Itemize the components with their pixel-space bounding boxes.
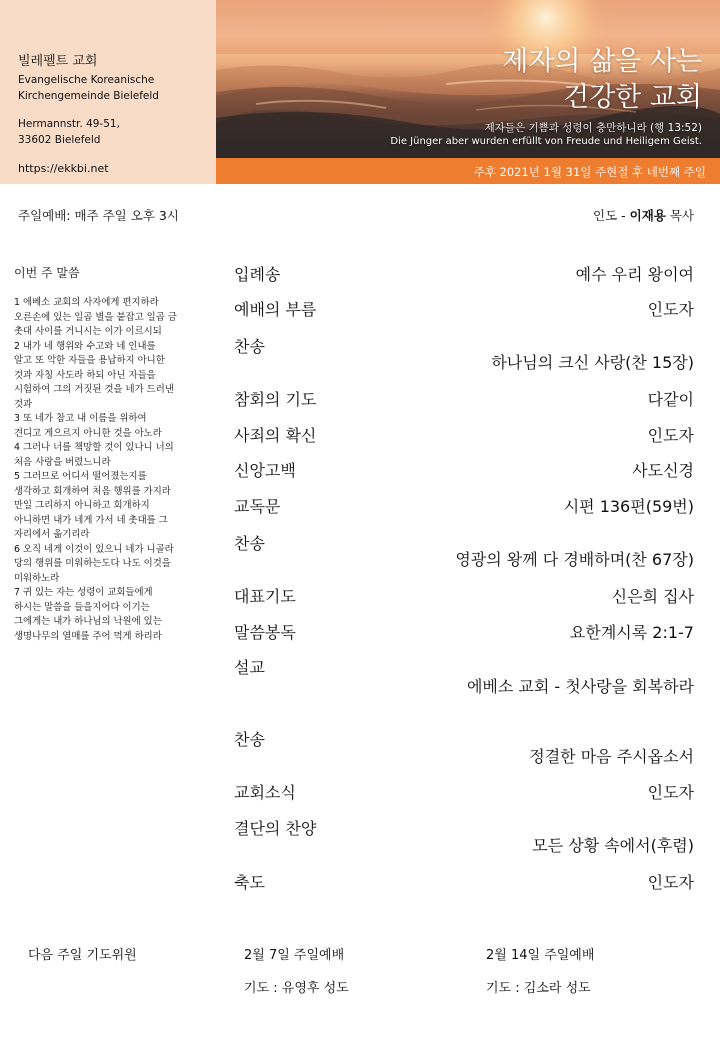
order-item-value: 예수 우리 왕이여	[575, 265, 694, 284]
order-item-value: 인도자	[647, 873, 694, 892]
sunset-sea-banner	[216, 0, 720, 158]
next-week-prayer-1: 기도 : 유영후 성도	[244, 981, 349, 996]
order-item-value: 하나님의 크신 사랑(찬 15장)	[491, 353, 694, 372]
order-item-label: 찬송	[234, 730, 265, 749]
order-item-value: 요한계시록 2:1-7	[569, 623, 694, 642]
order-item-label: 찬송	[234, 534, 265, 553]
leader-name: 이재용	[629, 208, 666, 223]
theme-verse-german: Die Jünger aber wurden erfüllt von Freude und Heiligem Geist.	[390, 136, 702, 147]
order-item-label: 신앙고백	[234, 461, 296, 480]
scripture-line: 것과 자칭 사도라 하되 아닌 자들을	[14, 369, 156, 381]
church-info-panel	[0, 0, 216, 184]
address-line1: Hermannstr. 49-51,	[18, 118, 120, 130]
scripture-line: 만일 그리하지 아니하고 회개하지	[14, 500, 150, 511]
order-item-value: 영광의 왕께 다 경배하며(찬 67장)	[455, 550, 694, 569]
service-date-bar	[216, 158, 720, 184]
scripture-line: 하시는 말씀을 들을지어다 이기는	[14, 601, 150, 613]
weekly-scripture-text	[14, 296, 212, 644]
order-item-label: 찬송	[234, 337, 265, 356]
leader-title: 목사	[665, 208, 694, 223]
church-theme-line2: 건강한 교회	[563, 82, 702, 113]
scripture-line: 생명나무의 열매를 주어 먹게 하리라	[14, 630, 162, 642]
scripture-line: 5 그러므로 어디서 떨어졌는지를	[14, 471, 147, 482]
scripture-line: 미워하노라	[14, 572, 60, 584]
scripture-line: 4 그러나 너를 책망할 것이 있나니 너의	[14, 442, 174, 453]
church-theme	[502, 44, 702, 116]
order-item-value: 에베소 교회 - 첫사랑을 회복하라	[466, 677, 694, 696]
address-line2: 33602 Bielefeld	[18, 134, 101, 146]
order-item-label: 교독문	[234, 497, 281, 516]
service-date: 주후 2021년 1월 31일 주현절 후 네번째 주일	[473, 165, 706, 179]
church-website-link[interactable]: https://ekkbi.net	[18, 162, 109, 175]
next-week-prayer-2: 기도 : 김소라 성도	[486, 981, 591, 996]
order-item-value: 시편 136편(59번)	[563, 497, 694, 516]
scripture-line: 7 귀 있는 자는 성령이 교회들에게	[14, 587, 153, 598]
scripture-line: 그에게는 내가 하나님의 낙원에 있는	[14, 616, 162, 627]
scripture-line: 알고 또 악한 자들을 용납하지 아니한	[14, 355, 165, 366]
scripture-line: 처음 사랑을 버렸느니라	[14, 456, 111, 468]
order-item-label: 참회의 기도	[234, 390, 317, 409]
order-item-label: 축도	[234, 873, 265, 892]
scripture-line: 6 오직 네게 이것이 있으니 네가 니골라	[14, 543, 174, 555]
order-item-value: 인도자	[647, 300, 694, 319]
service-time: 주일예배: 매주 주일 오후 3시	[18, 208, 179, 223]
scripture-line: 자리에서 옮기리라	[14, 529, 90, 540]
order-item-value: 모든 상황 속에서(후렴)	[532, 836, 694, 855]
next-week-date-1: 2월 7일 주일예배	[244, 948, 345, 963]
next-week-prayer-title: 다음 주일 기도위원	[28, 948, 137, 963]
scripture-line: 견디고 게으르지 아니한 것을 아노라	[14, 427, 162, 439]
order-item-value: 인도자	[647, 426, 694, 445]
scripture-line: 3 또 네가 참고 내 이름을 위하여	[14, 413, 147, 424]
church-address	[18, 116, 120, 148]
scripture-line: 것과	[14, 398, 33, 410]
scripture-line: 2 내가 네 행위와 수고와 네 인내를	[14, 340, 156, 352]
order-item-label: 예배의 부름	[234, 300, 317, 319]
scripture-line: 시험하여 그의 거짓된 것을 네가 드러낸	[14, 384, 174, 395]
leader-prefix: 인도 -	[593, 208, 630, 223]
church-name-german-line2: Kirchengemeinde Bielefeld	[18, 90, 159, 102]
scripture-line: 1 에베소 교회의 사자에게 편지하라	[14, 297, 159, 308]
order-item-label: 입례송	[234, 265, 281, 284]
order-item-label: 사죄의 확신	[234, 426, 317, 445]
scripture-line: 생각하고 회개하여 처음 행위를 가지라	[14, 485, 171, 497]
order-item-value: 정결한 마음 주시옵소서	[529, 747, 694, 766]
church-name-korean: 빌레펠트 교회	[18, 54, 98, 69]
scripture-line: 촛대 사이를 거니시는 이가 이르시되	[14, 326, 162, 337]
order-item-label: 대표기도	[234, 587, 296, 606]
order-item-value: 사도신경	[632, 461, 694, 480]
order-item-value: 신은희 집사	[611, 587, 694, 606]
order-item-label: 말씀봉독	[234, 623, 296, 642]
service-leader	[593, 206, 694, 224]
order-item-label: 결단의 찬양	[234, 819, 317, 838]
scripture-line: 오른손에 있는 일곱 별을 붙잡고 일곱 금	[14, 311, 177, 323]
theme-verse-korean: 제자들은 기쁨과 성령이 충만하니라 (행 13:52)	[484, 122, 702, 134]
church-name-german-line1: Evangelische Koreanische	[18, 74, 155, 86]
scripture-line: 당의 행위를 미워하는도다 나도 이것을	[14, 558, 171, 569]
order-item-value: 다같이	[647, 390, 694, 409]
next-week-date-2: 2월 14일 주일예배	[486, 948, 595, 963]
church-name-german	[18, 72, 159, 104]
order-item-label: 교회소식	[234, 783, 296, 802]
scripture-line: 아니하면 내가 네게 가서 네 촛대를 그	[14, 514, 168, 526]
order-item-value: 인도자	[647, 783, 694, 802]
church-theme-line1: 제자의 삶을 사는	[502, 46, 702, 77]
weekly-word-title: 이번 주 말씀	[14, 266, 80, 280]
order-item-label: 설교	[234, 658, 265, 677]
